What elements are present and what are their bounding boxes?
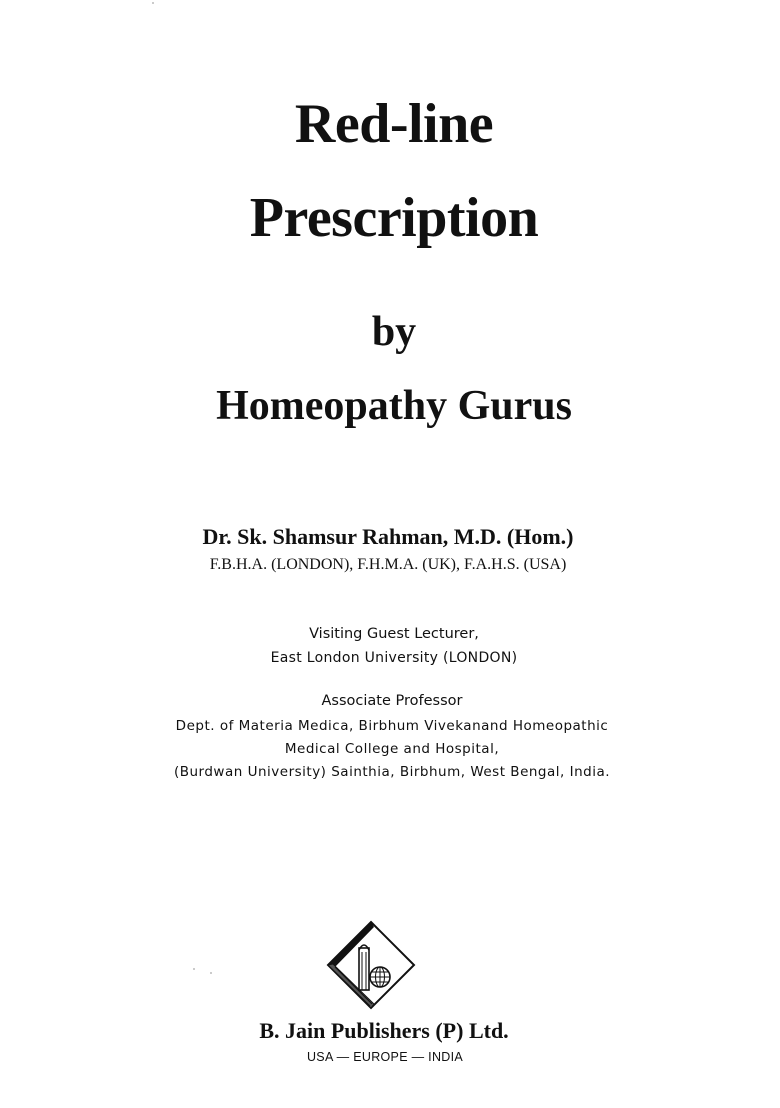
visiting-role: Visiting Guest Lecturer, <box>309 626 479 642</box>
associate-dept: Dept. of Materia Medica, Birbhum Vivekanand Homeopathic <box>175 718 609 734</box>
book-title-by: by <box>371 309 417 355</box>
scan-speck <box>152 2 154 4</box>
book-subtitle: Homeopathy Gurus <box>216 383 572 429</box>
scan-speck <box>210 972 212 974</box>
associate-college: Medical College and Hospital, <box>284 741 500 757</box>
book-title-line-1: Red-line <box>294 93 494 155</box>
author-qualifications: F.B.H.A. (LONDON), F.H.M.A. (UK), F.A.H.S. (USA) <box>209 556 567 573</box>
visiting-institution: East London University (LONDON) <box>270 650 518 666</box>
associate-role: Associate Professor <box>321 693 463 709</box>
book-title-line-2: Prescription <box>249 187 539 249</box>
scan-speck <box>193 968 195 970</box>
book-globe-logo-icon <box>326 920 416 1010</box>
author-name: Dr. Sk. Shamsur Rahman, M.D. (Hom.) <box>202 524 574 549</box>
publisher-name: B. Jain Publishers (P) Ltd. <box>259 1018 509 1043</box>
publisher-locations: USA — EUROPE — INDIA <box>306 1050 464 1064</box>
associate-location: (Burdwan University) Sainthia, Birbhum, West Bengal, India. <box>173 764 611 780</box>
